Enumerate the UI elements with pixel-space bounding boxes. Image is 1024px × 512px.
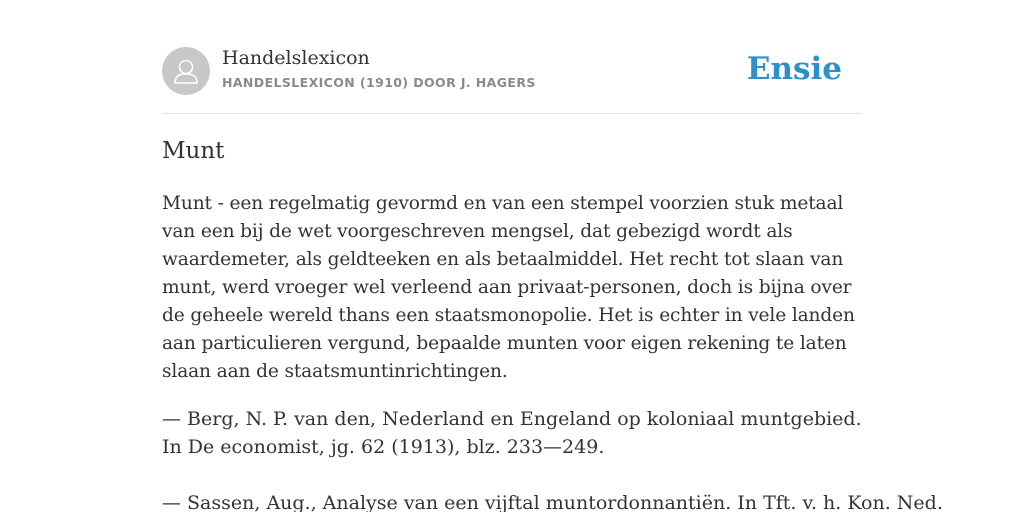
avatar[interactable] (162, 47, 210, 95)
ensie-logo[interactable]: Ensie (746, 51, 842, 87)
header (162, 47, 862, 95)
source-subtitle[interactable]: HANDELSLEXICON (1910) DOOR J. HAGERS (222, 75, 536, 90)
source-title[interactable]: Handelslexicon (222, 47, 370, 69)
user-icon (162, 47, 210, 95)
entry-definition: Munt - een regelmatig gevormd en van een stempel voorzien stuk metaal van een bij de wet voorgeschreven mengsel, dat gebezigd wordt als waardemeter, als geldteeken en als betaalmiddel. Het recht tot slaan van munt, werd vroeger wel verleend aan privaat-personen, doch is bijna over de geheele wereld thans een staatsmonopolie. Het is echter in vele landen aan particulieren vergund, bepaalde munten voor eigen rekening te laten slaan aan de staatsmuntinrichtingen. (162, 193, 855, 382)
entry-content (162, 190, 943, 512)
header-divider (162, 113, 862, 114)
reference-item: — Sassen, Aug., Analyse van een vijftal muntordonnantiën. In Tft. v. h. Kon. Ned. (162, 492, 943, 512)
entry-title: Munt (162, 138, 225, 164)
reference-item: — Berg, N. P. van den, Nederland en Engeland op koloniaal muntgebied. In De economist, jg. 62 (1913), blz. 233—249. (162, 408, 862, 458)
